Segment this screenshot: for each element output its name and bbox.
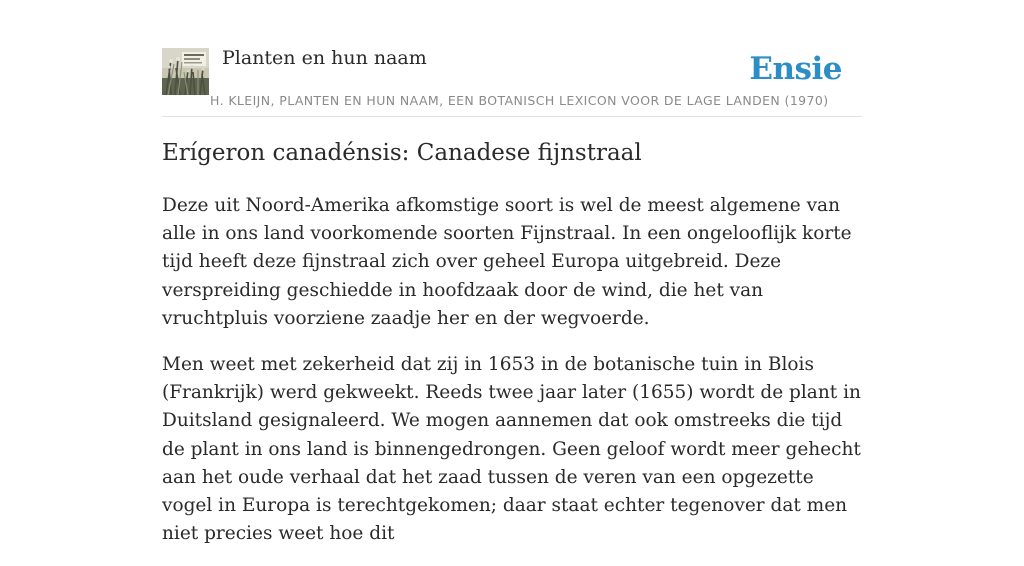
article-body	[162, 192, 862, 566]
plant-photo-icon	[162, 48, 209, 95]
article-paragraph: Men weet met zekerheid dat zij in 1653 in de botanische tuin in Blois (Frankrijk) werd gekweekt. Reeds twee jaar later (1655) wordt de plant in Duitsland gesignaleerd. We mogen aannemen dat ook omstreeks die tijd de plant in ons land is binnengedrongen. Geen geloof wordt meer gehecht aan het oude verhaal dat het zaad tussen de veren van een opgezette vogel in Europa is terechtgekomen; daar staat echter tegenover dat men niet precies weet hoe dit	[162, 354, 861, 545]
source-citation: H. KLEIJN, PLANTEN EN HUN NAAM, EEN BOTANISCH LEXICON VOOR DE LAGE LANDEN (1970)	[210, 93, 829, 108]
article-header	[162, 44, 862, 117]
plant-book-cover-avatar[interactable]	[162, 48, 209, 95]
book-title-link[interactable]: Planten en hun naam	[222, 47, 427, 69]
article-title: Erígeron canadénsis: Canadese fijnstraal	[162, 140, 642, 166]
article-paragraph: Deze uit Noord-Amerika afkomstige soort is wel de meest algemene van alle in ons land voorkomende soorten Fijnstraal. In een ongelooflijk korte tijd heeft deze fijnstraal zich over geheel Europa uitgebreid. Deze verspreiding geschiedde in hoofdzaak door de wind, die het van vruchtpluis voorziene zaadje her en der wegvoerde.	[162, 195, 852, 329]
ensie-logo-link[interactable]: Ensie	[749, 51, 842, 87]
